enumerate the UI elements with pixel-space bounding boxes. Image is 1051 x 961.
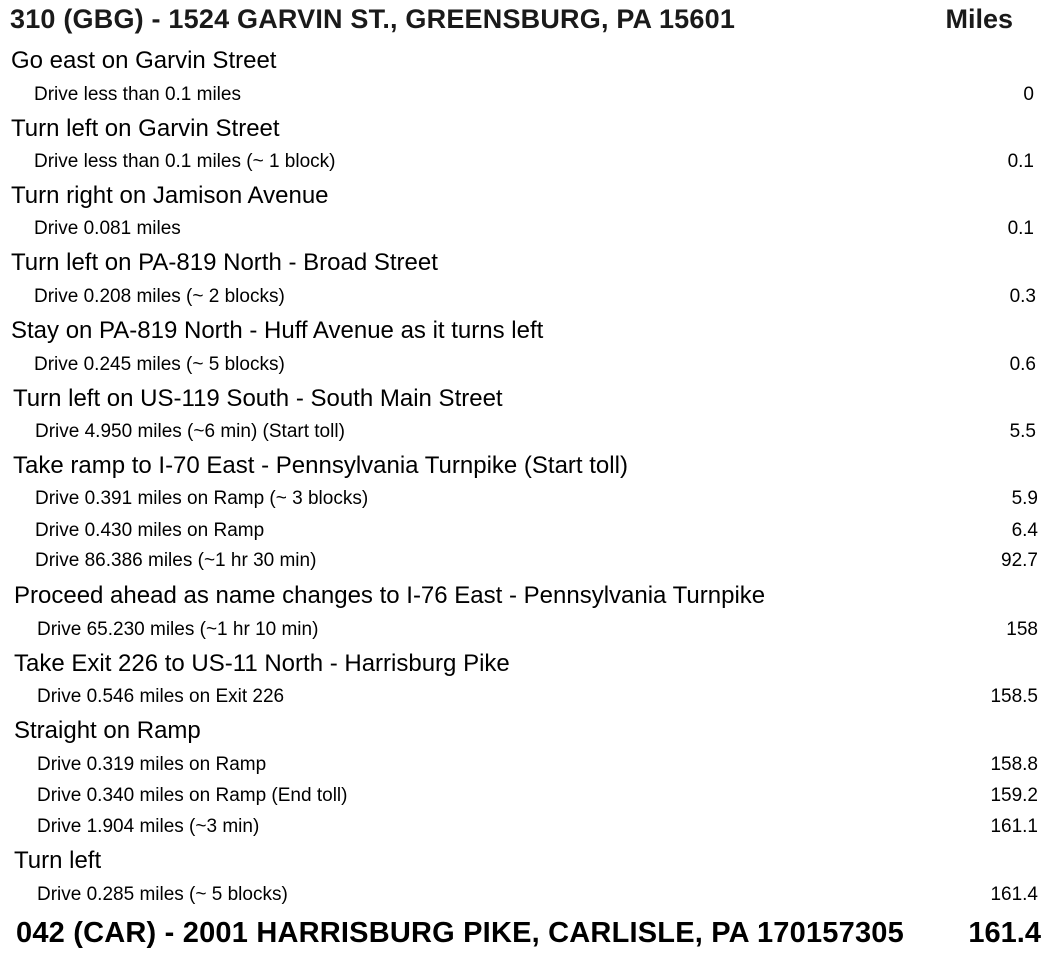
- direction-step: Turn left on US-119 South - South Main Street: [13, 385, 503, 412]
- drive-segment: Drive 0.319 miles on Ramp: [37, 754, 267, 775]
- cumulative-miles: 159.2: [990, 785, 1038, 806]
- cumulative-miles: 0.1: [1007, 151, 1034, 172]
- total-miles: 161.4: [968, 917, 1041, 949]
- direction-step: Turn left: [14, 847, 102, 874]
- direction-step: Take ramp to I-70 East - Pennsylvania Turnpike (Start toll): [13, 452, 628, 479]
- cumulative-miles: 161.4: [990, 884, 1038, 905]
- direction-step: Turn left on Garvin Street: [11, 115, 280, 142]
- direction-step: Turn right on Jamison Avenue: [11, 182, 329, 209]
- cumulative-miles: 158.5: [990, 686, 1038, 707]
- cumulative-miles: 161.1: [990, 816, 1038, 837]
- cumulative-miles: 6.4: [1011, 520, 1038, 541]
- drive-segment: Drive less than 0.1 miles (~ 1 block): [34, 151, 336, 172]
- drive-segment: Drive less than 0.1 miles: [34, 84, 241, 105]
- drive-segment: Drive 0.285 miles (~ 5 blocks): [37, 884, 288, 905]
- direction-step: Straight on Ramp: [14, 717, 201, 744]
- drive-segment: Drive 0.081 miles: [34, 218, 181, 239]
- drive-segment: Drive 0.208 miles (~ 2 blocks): [34, 286, 285, 307]
- direction-step: Take Exit 226 to US-11 North - Harrisburg Pike: [14, 650, 510, 677]
- cumulative-miles: 0.1: [1007, 218, 1034, 239]
- drive-segment: Drive 1.904 miles (~3 min): [37, 816, 260, 837]
- drive-segment: Drive 86.386 miles (~1 hr 30 min): [35, 550, 317, 571]
- origin-title: 310 (GBG) - 1524 GARVIN ST., GREENSBURG, PA 15601: [10, 4, 736, 34]
- cumulative-miles: 158.8: [990, 754, 1038, 775]
- drive-segment: Drive 0.245 miles (~ 5 blocks): [34, 354, 285, 375]
- direction-step: Turn left on PA-819 North - Broad Street: [11, 249, 438, 276]
- drive-segment: Drive 65.230 miles (~1 hr 10 min): [37, 619, 319, 640]
- cumulative-miles: 92.7: [1001, 550, 1038, 571]
- cumulative-miles: 0.6: [1009, 354, 1036, 375]
- cumulative-miles: 0: [1023, 84, 1034, 105]
- direction-step: Proceed ahead as name changes to I-76 East - Pennsylvania Turnpike: [14, 582, 766, 609]
- drive-segment: Drive 4.950 miles (~6 min) (Start toll): [35, 421, 345, 442]
- cumulative-miles: 5.5: [1009, 421, 1036, 442]
- drive-segment: Drive 0.546 miles on Exit 226: [37, 686, 285, 707]
- direction-step: Go east on Garvin Street: [11, 47, 277, 74]
- direction-step: Stay on PA-819 North - Huff Avenue as it turns left: [11, 317, 544, 344]
- destination-title: 042 (CAR) - 2001 HARRISBURG PIKE, CARLISLE, PA 170157305: [16, 917, 904, 949]
- drive-segment: Drive 0.340 miles on Ramp (End toll): [37, 785, 348, 806]
- miles-column-header: Miles: [945, 4, 1013, 34]
- cumulative-miles: 0.3: [1009, 286, 1036, 307]
- drive-segment: Drive 0.430 miles on Ramp: [35, 520, 265, 541]
- cumulative-miles: 158: [1006, 619, 1038, 640]
- cumulative-miles: 5.9: [1011, 488, 1038, 509]
- drive-segment: Drive 0.391 miles on Ramp (~ 3 blocks): [35, 488, 369, 509]
